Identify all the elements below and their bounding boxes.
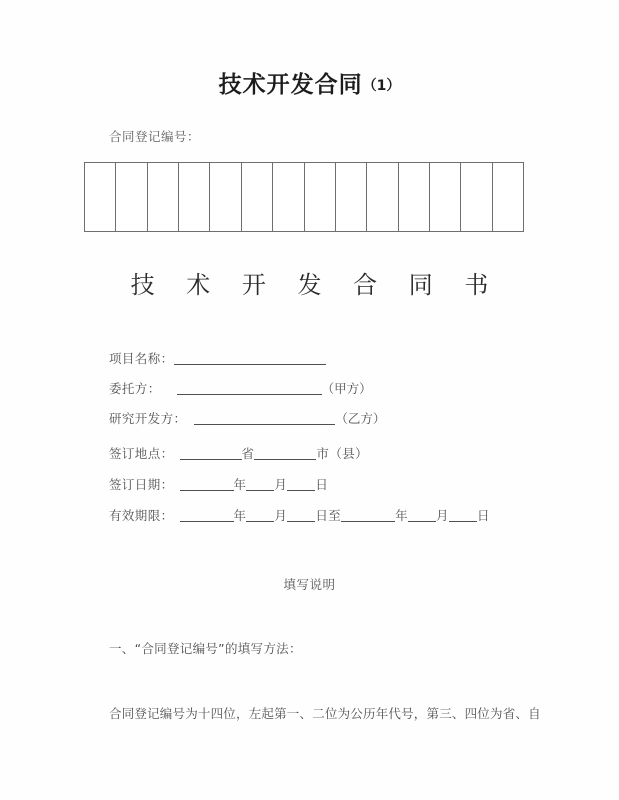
to-year-unit-label: 年: [395, 508, 409, 523]
valid-from-year-input[interactable]: [180, 509, 234, 522]
client-suffix: （甲方）: [321, 381, 372, 396]
developer-input[interactable]: [194, 412, 335, 425]
page-title: [0, 66, 619, 99]
registration-cell[interactable]: [273, 163, 304, 231]
period-connector-label: 至: [328, 508, 342, 523]
field-signing-place: [109, 447, 368, 461]
instruction-paragraph-one: 合同登记编号为十四位，左起第一、二位为公历年代号，第三、四位为省、自: [109, 706, 541, 721]
developer-label: 研究开发方：: [109, 411, 187, 426]
registration-cell[interactable]: [148, 163, 179, 231]
signing-place-label: 签订地点：: [109, 446, 174, 461]
field-developer: [109, 412, 385, 426]
developer-suffix: （乙方）: [335, 411, 386, 426]
from-year-unit-label: 年: [233, 508, 247, 523]
registration-cell[interactable]: [210, 163, 241, 231]
signing-date-year-input[interactable]: [180, 478, 234, 491]
registration-cell[interactable]: [399, 163, 430, 231]
project-name-label: 项目名称：: [109, 351, 174, 366]
registration-cell[interactable]: [493, 163, 524, 231]
signing-date-day-input[interactable]: [287, 478, 315, 491]
contract-heading: 技 术 开 发 合 同 书: [130, 271, 501, 299]
valid-from-day-input[interactable]: [287, 509, 315, 522]
registration-cell[interactable]: [242, 163, 273, 231]
registration-cell[interactable]: [336, 163, 367, 231]
to-month-unit-label: 月: [436, 508, 449, 523]
signing-place-city-input[interactable]: [254, 447, 316, 460]
instruction-item-one: 一、“合同登记编号”的填写方法：: [109, 641, 302, 656]
month-unit-label: 月: [274, 477, 288, 492]
valid-period-label: 有效期限：: [109, 508, 174, 523]
to-day-unit-label: 日: [476, 508, 490, 523]
registration-cell[interactable]: [116, 163, 147, 231]
field-signing-date: [109, 478, 328, 492]
valid-to-month-input[interactable]: [408, 509, 436, 522]
registration-cell[interactable]: [367, 163, 398, 231]
signing-date-label: 签订日期：: [109, 477, 174, 492]
valid-to-day-input[interactable]: [449, 509, 477, 522]
from-month-unit-label: 月: [274, 508, 288, 523]
signing-place-province-input[interactable]: [180, 447, 242, 460]
registration-number-grid[interactable]: [84, 162, 524, 232]
registration-cell[interactable]: [430, 163, 461, 231]
page-title-suffix: （1）: [362, 78, 401, 94]
project-name-input[interactable]: [174, 352, 326, 365]
client-input[interactable]: [177, 382, 322, 395]
client-label: 委托方：: [109, 381, 161, 396]
instructions-heading: 填写说明: [283, 577, 336, 592]
registration-cell[interactable]: [85, 163, 116, 231]
signing-date-month-input[interactable]: [246, 478, 274, 491]
registration-cell[interactable]: [461, 163, 492, 231]
field-client: [109, 382, 372, 396]
day-unit-label: 日: [315, 477, 329, 492]
registration-cell[interactable]: [305, 163, 336, 231]
province-unit-label: 省: [241, 446, 255, 461]
year-unit-label: 年: [233, 477, 247, 492]
page-title-main: 技术开发合同: [218, 72, 363, 98]
registration-cell[interactable]: [179, 163, 210, 231]
valid-from-month-input[interactable]: [246, 509, 274, 522]
field-project-name: [109, 352, 326, 366]
from-day-unit-label: 日: [315, 508, 329, 523]
valid-to-year-input[interactable]: [341, 509, 395, 522]
city-unit-label: 市（县）: [316, 446, 369, 461]
registration-number-label: 合同登记编号：: [109, 129, 201, 144]
field-valid-period: [109, 509, 490, 523]
